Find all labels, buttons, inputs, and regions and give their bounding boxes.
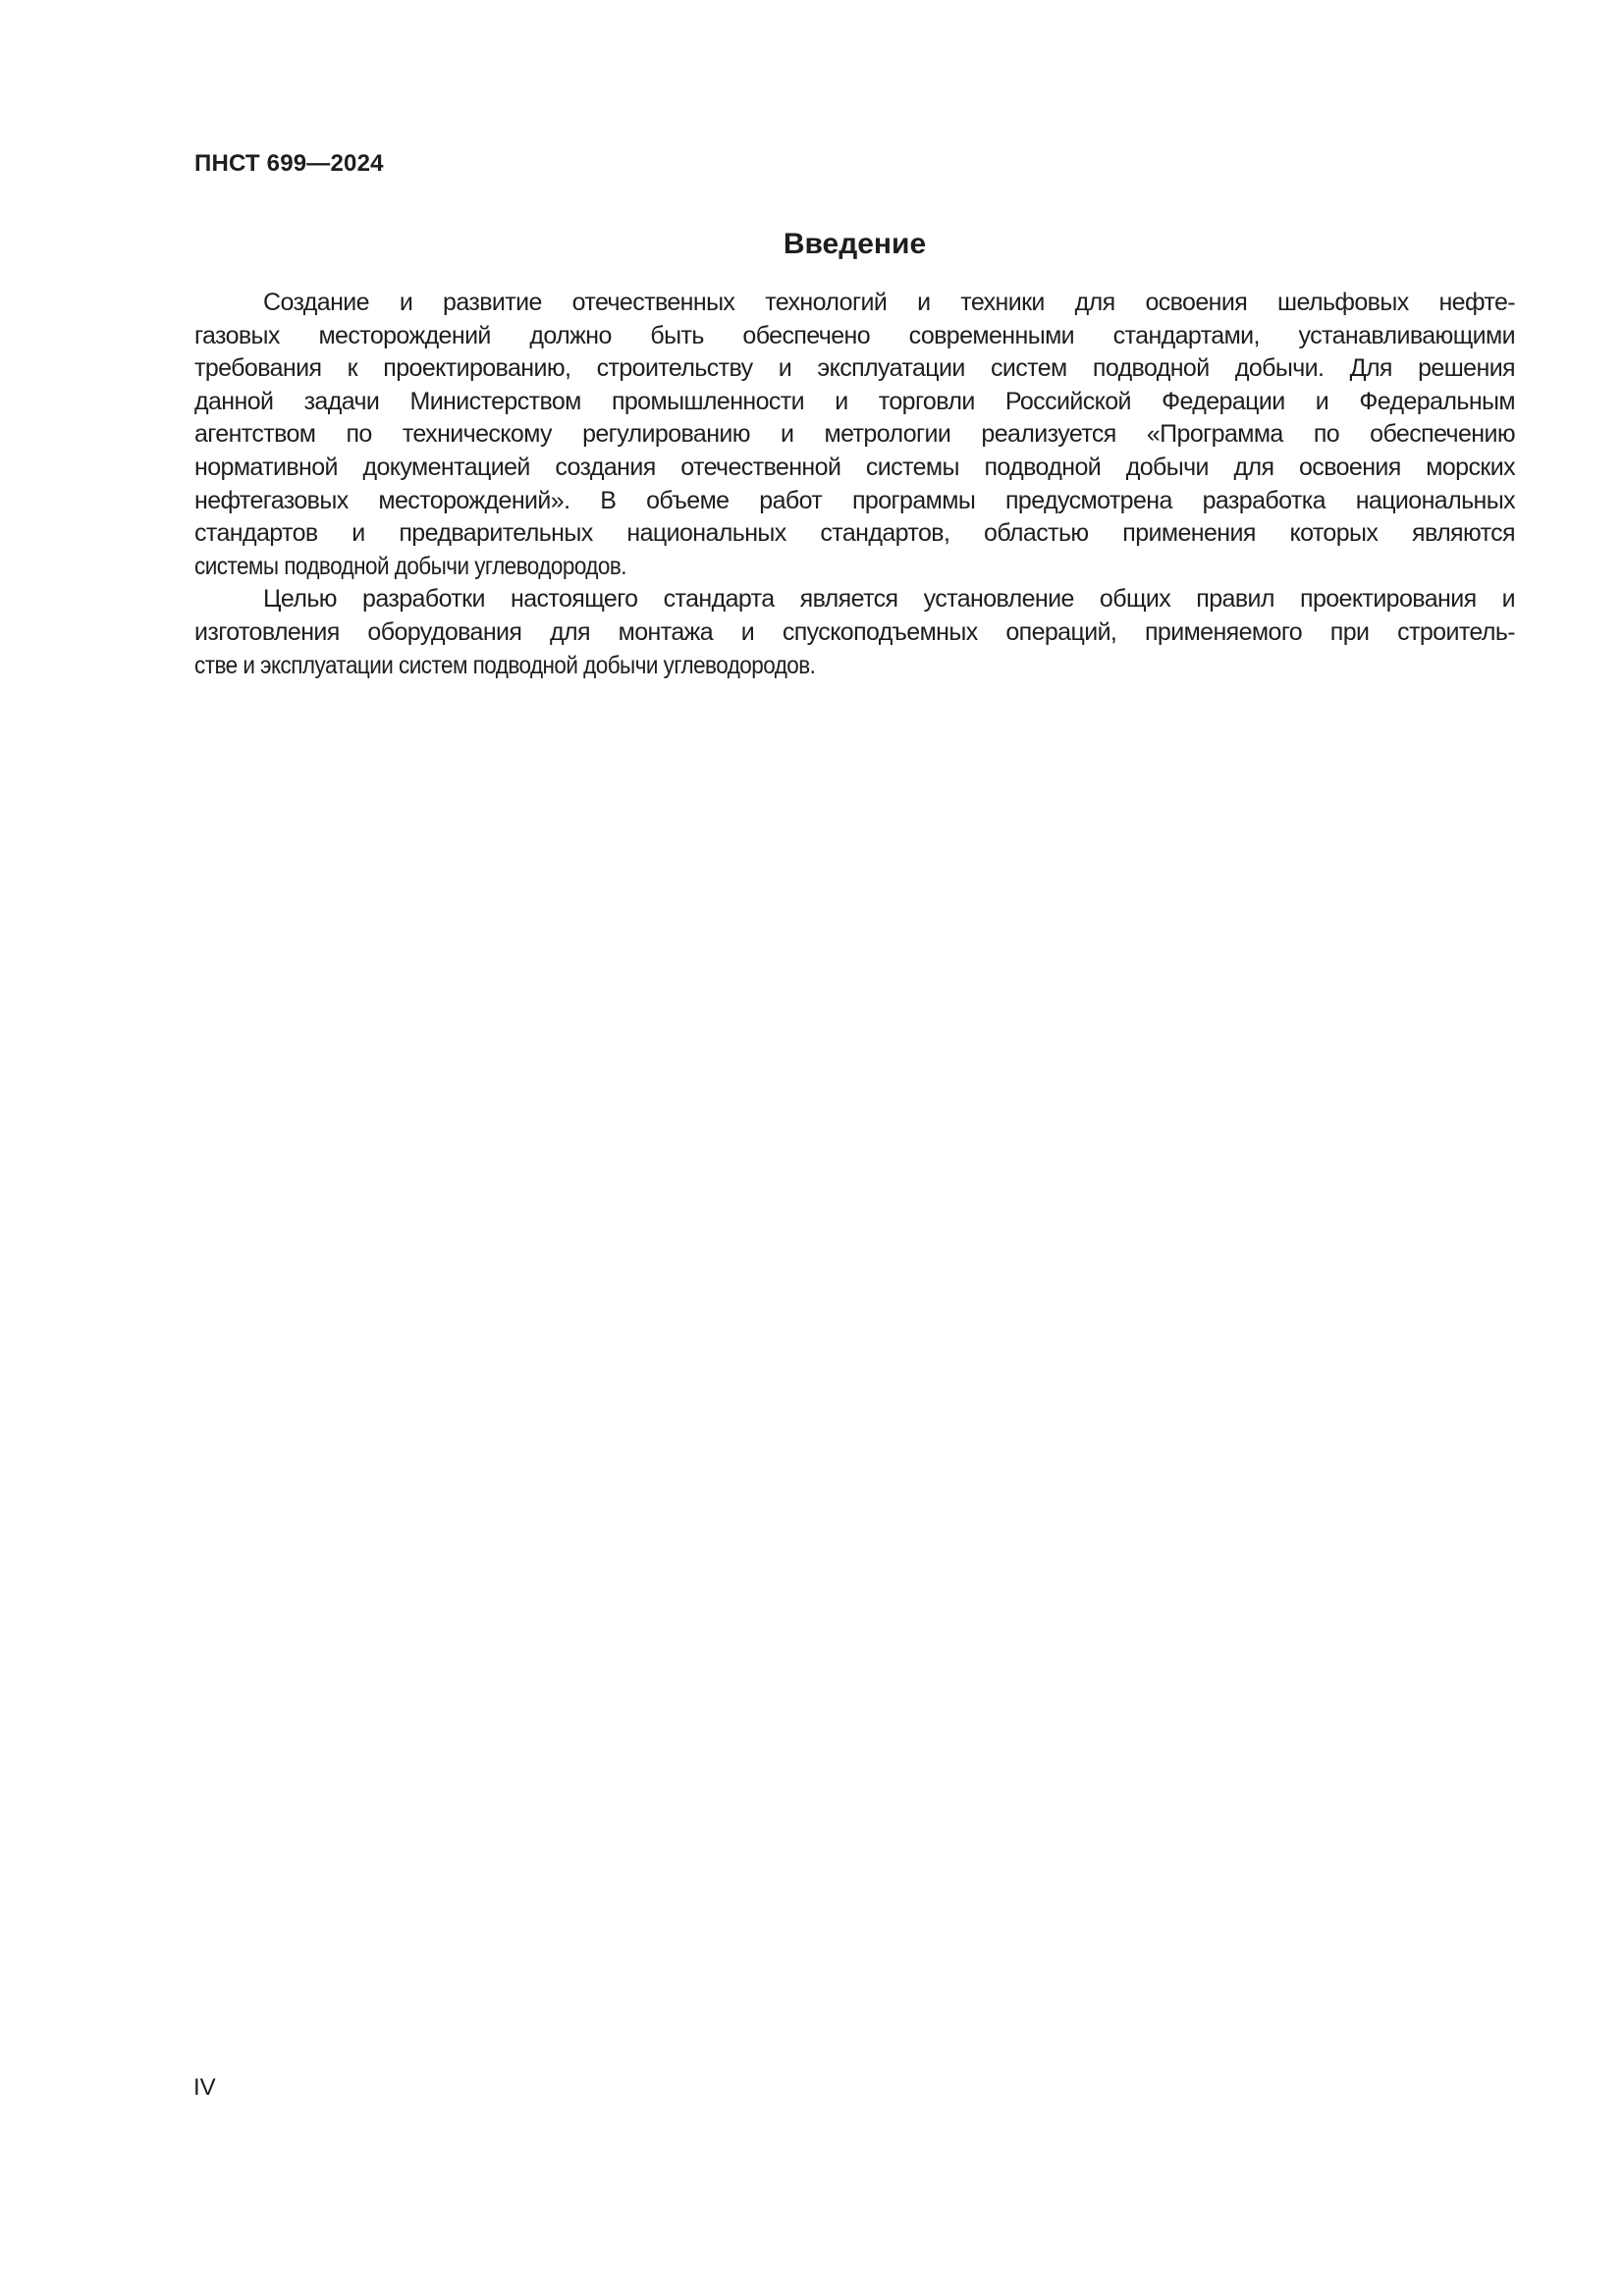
page-number: IV <box>193 2074 216 2101</box>
text-line: Целью разработки настоящего стандарта является установление общих правил проектирования и <box>263 585 1515 614</box>
section-title: Введение <box>783 228 927 260</box>
text-line: Создание и развитие отечественных технологий и техники для освоения шельфовых нефте- <box>263 289 1515 316</box>
text-line: стве и эксплуатации систем подводной добычи углеводородов. <box>194 651 816 679</box>
text-line: изготовления оборудования для монтажа и спускоподъемных операций, применяемого при строитель- <box>194 617 1515 646</box>
text-line: нормативной документацией создания отечественной системы подводной добычи для освоения морских <box>194 453 1515 481</box>
text-line: газовых месторождений должно быть обеспечено современными стандартами, устанавливающими <box>194 321 1515 349</box>
text-line: данной задачи Министерством промышленности и торговли Российской Федерации и Федеральным <box>194 387 1515 415</box>
text-line: требования к проектированию, строительству и эксплуатации систем подводной добычи. Для решения <box>194 354 1515 383</box>
paragraph-1 <box>194 287 1515 583</box>
text-line: системы подводной добычи углеводородов. <box>194 552 627 580</box>
body-text <box>194 287 1515 682</box>
text-line: агентством по техническому регулированию и метрологии реализуется «Программа по обеспечению <box>194 420 1515 449</box>
text-line: нефтегазовых месторождений». В объеме работ программы предусмотрена разработка национальных <box>194 486 1515 514</box>
text-line: стандартов и предварительных национальных стандартов, областью применения которых являются <box>194 519 1515 548</box>
paragraph-2 <box>194 583 1515 682</box>
document-header: ПНСТ 699—2024 <box>194 150 384 177</box>
